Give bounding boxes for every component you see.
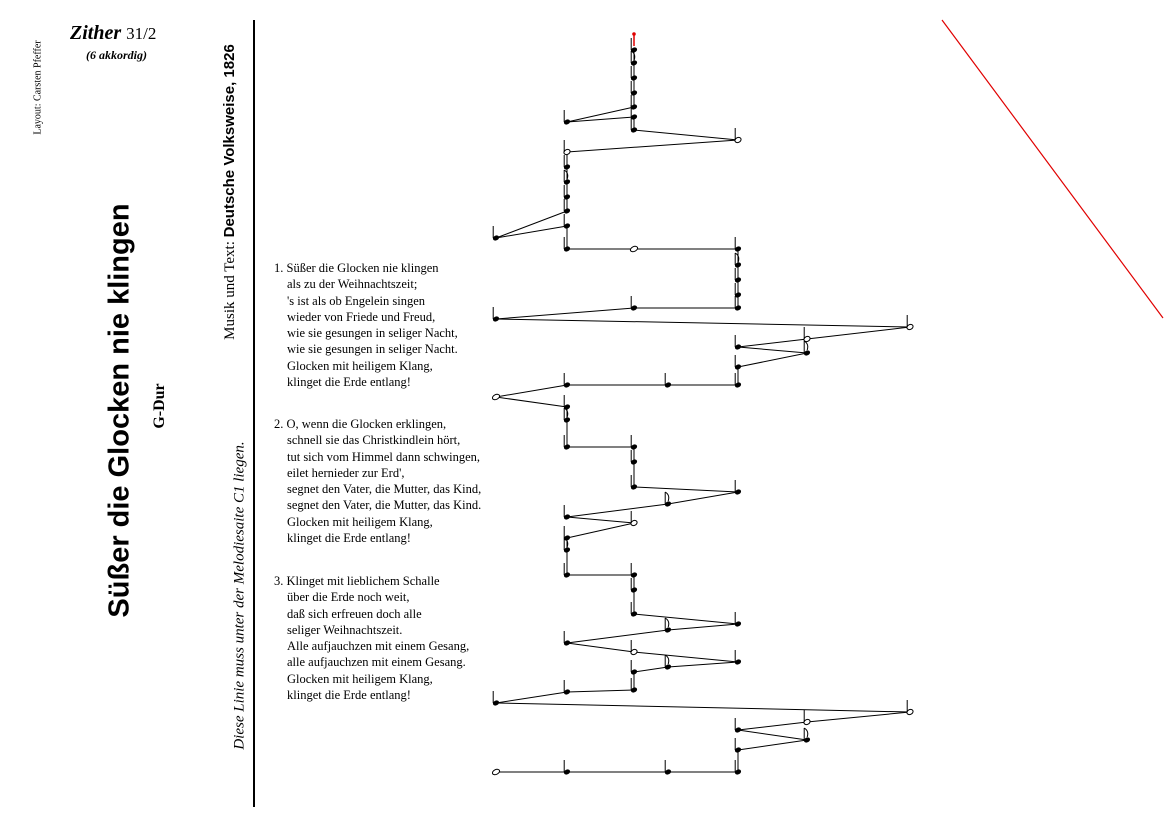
note-mark [734, 650, 742, 666]
note-mark [803, 728, 811, 744]
melody-connector [738, 353, 807, 367]
verse-line: Süßer die Glocken nie klingen [286, 261, 439, 275]
verse-line: Alle aufjauchzen mit einem Gesang, [287, 639, 470, 654]
melody-connector [496, 226, 567, 238]
note-mark [563, 110, 571, 126]
verse-line: Glocken mit heiligem Klang, [287, 358, 433, 373]
melody-connector [668, 624, 738, 630]
melody-connector [738, 740, 807, 750]
verse-line: Glocken mit heiligem Klang, [287, 514, 433, 529]
note-mark [906, 315, 914, 331]
melody-connector [567, 504, 668, 517]
melody-connector [496, 692, 567, 703]
verse-line: wie sie gesungen in seliger Nacht. [287, 342, 458, 357]
note-mark [734, 335, 742, 351]
note-mark [630, 563, 638, 579]
verse-line: seliger Weihnachtszeit. [287, 622, 403, 637]
verse-line: wieder von Friede und Freud, [287, 309, 436, 324]
note-mark [492, 691, 500, 707]
verse-line: alle aufjauchzen mit einem Gesang. [287, 655, 466, 670]
melody-connector [738, 347, 807, 353]
verse-line: klinget die Erde entlang! [287, 375, 411, 390]
note-mark [563, 140, 571, 156]
note-mark [734, 355, 742, 371]
verse-line: über die Erde noch weit, [287, 590, 410, 605]
melody-path [496, 50, 910, 772]
note-mark [803, 710, 811, 726]
melody-connector [567, 523, 634, 538]
note-mark [734, 480, 742, 496]
melody-connector [567, 643, 634, 652]
verse-line: segnet den Vater, die Mutter, das Kind, [287, 482, 482, 497]
note-mark [630, 660, 638, 676]
note-mark [906, 700, 914, 716]
melody-connector [634, 652, 738, 662]
verse-line: segnet den Vater, die Mutter, das Kind. [287, 498, 482, 513]
melody-connector [668, 662, 738, 667]
melody-connector [807, 712, 910, 722]
melody-connector [738, 730, 807, 740]
verse-line: schnell sie das Christkindlein hört, [287, 433, 461, 448]
song-key: G-Dur [151, 383, 168, 429]
note-mark [803, 327, 811, 343]
note-mark [563, 214, 571, 230]
note-mark [803, 341, 811, 357]
verse-line: O, wenn die Glocken erklingen, [286, 417, 447, 431]
verse-line: daß sich erfreuen doch alle [287, 606, 422, 621]
verse-line: eilet hernieder zur Erd', [287, 465, 405, 480]
verse-line: Glocken mit heiligem Klang, [287, 671, 433, 686]
layout-credit: Layout: Carsten Pfeffer [32, 40, 44, 135]
melody-connector [496, 703, 910, 712]
note-mark [563, 631, 571, 647]
verse-line: klinget die Erde entlang! [287, 531, 411, 546]
credit-label: Musik und Text: [222, 241, 238, 340]
cut-line [942, 20, 1163, 318]
note-mark [630, 640, 638, 656]
note-mark [734, 237, 742, 253]
note-mark [563, 680, 571, 696]
note-mark [734, 738, 742, 754]
verse-line: tut sich vom Himmel dann schwingen, [287, 449, 481, 464]
alignment-note: Diese Linie muss unter der Melodiesaite C1 liegen. [231, 441, 248, 750]
note-mark [664, 373, 672, 389]
melody-connector [567, 140, 738, 152]
note-mark [630, 245, 639, 253]
melody-connector [567, 517, 634, 523]
note-mark [734, 128, 742, 144]
note-mark [630, 511, 638, 527]
melody-connector [496, 308, 634, 319]
note-mark [734, 718, 742, 734]
note-mark [492, 768, 501, 776]
verse-number: 3. [274, 574, 284, 588]
note-mark [664, 760, 672, 776]
note-mark [492, 393, 501, 401]
verse-line: klinget die Erde entlang! [287, 688, 411, 703]
verse-number: 1. [274, 261, 284, 275]
melody-connector [567, 690, 634, 692]
chord-count: (6 akkordig) [86, 48, 147, 62]
melody-connector [807, 327, 910, 339]
verse-line: 's ist als ob Engelein singen [287, 293, 426, 308]
verse-number: 2. [274, 417, 284, 431]
song-title: Süßer die Glocken nie klingen [103, 203, 136, 618]
verse-line: Klinget mit lieblichem Schalle [286, 574, 440, 588]
note-mark [630, 435, 638, 451]
instrument-size: 3 [126, 24, 135, 43]
note-mark [492, 226, 500, 242]
note-mark [492, 307, 500, 323]
melody-connector [738, 722, 807, 730]
melody-connector [738, 339, 807, 347]
note-mark [630, 296, 638, 312]
melody-connector [567, 630, 668, 643]
melody-connector [496, 385, 567, 397]
melody-connector [496, 319, 910, 327]
melody-connector [634, 614, 738, 624]
note-mark [734, 612, 742, 628]
melody-connector [634, 667, 668, 672]
start-marker [632, 32, 636, 46]
note-mark [664, 492, 672, 508]
melody-connector [496, 211, 567, 238]
melody-connector [496, 397, 567, 407]
note-mark [664, 618, 672, 634]
verse-line: als zu der Weihnachtszeit; [287, 277, 418, 292]
melody-connector [634, 130, 738, 140]
melody-connector [634, 487, 738, 492]
note-mark [664, 655, 672, 671]
note-mark [563, 760, 571, 776]
instrument-name: Zither [70, 22, 122, 44]
note-mark [563, 373, 571, 389]
verse-line: wie sie gesungen in seliger Nacht, [287, 326, 458, 341]
melody-connector [668, 492, 738, 504]
note-mark [563, 505, 571, 521]
instrument-fraction: 1/2 [134, 24, 157, 43]
credit-value: Deutsche Volksweise, 1826 [221, 44, 238, 238]
